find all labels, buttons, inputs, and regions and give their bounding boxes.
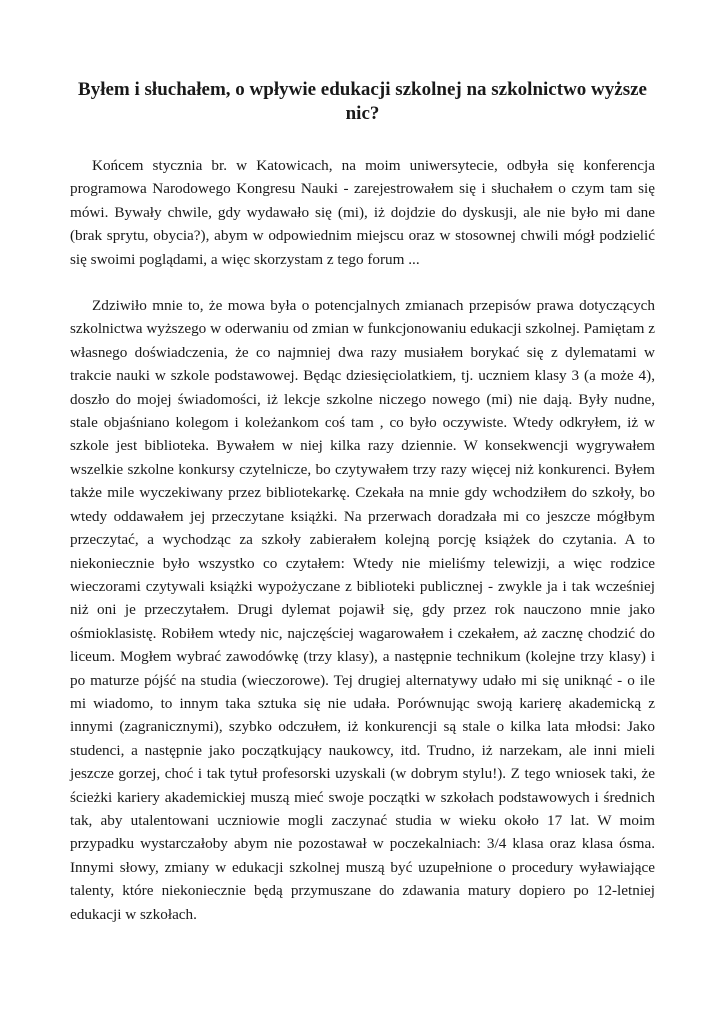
paragraph-main: Zdziwiło mnie to, że mowa była o potencjalnych zmianach przepisów prawa dotyczących szkolnictwa wyższego w oderwaniu od zmian w funkcjonowaniu edukacji szkolnej. Pamiętam z własnego doświadczenia, że co najmniej dwa razy musiałem borykać się z dylematami w trakcie nauki w szkole podstawowej. Będąc dziesięciolatkiem, tj. uczniem klasy 3 (a może 4), doszło do mojej świadomości, iż lekcje szkolne niczego nowego (mi) nie dają. Były nudne, stale objaśniano kolegom i koleżankom coś tam , co było oczywiste. Wtedy odkryłem, iż w szkole jest biblioteka. Bywałem w niej kilka razy dziennie. W konsekwencji wygrywałem wszelkie szkolne konkursy czytelnicze, bo czytywałem trzy razy więcej niż konkurenci. Byłem także mile wyczekiwany przez bibliotekarkę. Czekała na mnie gdy wchodziłem do szkoły, bo wtedy oddawałem jej przeczytane książki. Na przerwach doradzała mi co jeszcze mógłbym przeczytać, a wychodząc za szkoły zabierałem kolejną porcję książek do czytania. A to niekoniecznie było wszystko co czytałem: Wtedy nie mieliśmy telewizji, a więc rodzice wieczorami czytywali książki wypożyczane z biblioteki publicznej - zwykle ja i tak wcześniej niż oni je przeczytałem. Drugi dylemat pojawił się, gdy przez rok nauczono mnie jako ośmioklasistę. Robiłem wtedy nic, najczęściej wagarowałem i czekałem, aż zacznę chodzić do liceum. Mogłem wybrać zawodówkę (trzy klasy), a następnie technikum (kolejne trzy klasy) i po maturze pójść na studia (wieczorowe). Tej drugiej alternatywy udało mi się uniknąć - o ile mi wiadomo, to innym taka sztuka się nie udała. Porównując swoją karierę akademicką z innymi (zagranicznymi), szybko odczułem, iż konkurencji są stale o kilka lata młodsi: Jako studenci, a następnie jako początkujący naukowcy, itd. Trudno, iż narzekam, ale inni mieli jeszcze gorzej, choć i tak tytuł profesorski uzyskali (w dobrym stylu!). Z tego wniosek taki, że ścieżki kariery akademickiej muszą mieć swoje początki w szkołach podstawowych i średnich tak, aby utalentowani uczniowie mogli zaczynać studia w wieku około 17 lat. W moim przypadku wystarczałoby abym nie pozostawał w poczekalniach: 3/4 klasa oraz klasa ósma. Innymi słowy, zmiany w edukacji szkolnej muszą być uzupełnione o procedury wyławiające talenty, które niekoniecznie będą przymuszane do zdawania matury dopiero po 12-letniej edukacji w szkołach.	[70, 297, 655, 923]
document-title: Byłem i słuchałem, o wpływie edukacji szkolnej na szkolnictwo wyższe nic?	[78, 79, 647, 124]
document-body	[70, 154, 655, 949]
paragraph-intro: Końcem stycznia br. w Katowicach, na moim uniwersytecie, odbyła się konferencja programowa Narodowego Kongresu Nauki - zarejestrowałem się i słuchałem o czym tam się mówi. Bywały chwile, gdy wydawało się (mi), iż dojdzie do dyskusji, ale nie było mi dane (brak sprytu, obycia?), abym w odpowiednim miejscu oraz w stosownej chwili mógł podzielić się swoimi poglądami, a więc skorzystam z tego forum ...	[70, 157, 655, 268]
